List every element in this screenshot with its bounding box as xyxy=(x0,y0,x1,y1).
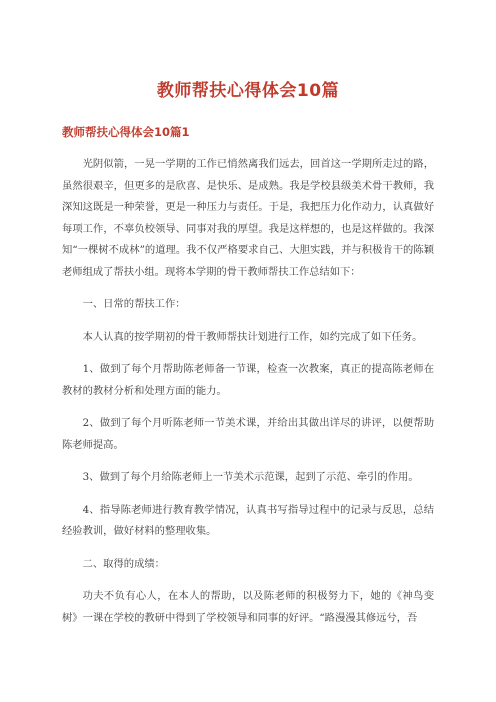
list-item-1: 1、做到了每个月帮助陈老师备一节课，检查一次教案，真正的提高陈老师在教材的教材分析和处理方面的能力。 xyxy=(62,363,434,397)
paragraph-plan: 本人认真的按学期初的骨干教师帮扶计划进行工作，如约完成了如下任务。 xyxy=(82,330,423,343)
list-item-2: 2、做到了每个月听陈老师一节美术课，并给出其做出详尽的讲评，以便帮助陈老师提高。 xyxy=(62,417,434,451)
heading-achievements: 二、取得的成绩： xyxy=(82,557,165,570)
paragraph-intro: 光阴似箭，一晃一学期的工作已悄然离我们远去，回首这一学期所走过的路，虽然很艰辛，但更多的是欣喜、是快乐、是成熟。我是学校县级美术骨干教师，我深知这既是一种荣誉，更是一种压力与责任。于是，我把压力化作动力，认真做好每项工作，不辜负校领导、同事对我的厚望。我是这样想的，也是这样做的。我深知“一棵树不成林”的道理。我不仅严格要求自己、大胆实践，并与积极肯干的陈颖老师组成了帮扶小组。现将本学期的骨干教师帮扶工作总结如下： xyxy=(62,158,434,278)
document-title: 教师帮扶心得体会10篇 xyxy=(156,81,340,101)
section-title: 教师帮扶心得体会10篇1 xyxy=(62,125,190,139)
heading-daily-work: 一、日常的帮扶工作： xyxy=(82,298,186,310)
list-item-4: 4、指导陈老师进行教育教学情况，认真书写指导过程中的记录与反思，总结经验教训，做好材料的整理收集。 xyxy=(62,503,434,537)
list-item-3: 3、做到了每个月给陈老师上一节美术示范课，起到了示范、牵引的作用。 xyxy=(82,471,419,483)
document-body xyxy=(62,154,434,629)
paragraph-achievements: 功夫不负有心人，在本人的帮助，以及陈老师的积极努力下，她的《神鸟变树》一课在学校的教研中得到了学校领导和同事的好评。“路漫漫其修远兮，吾 xyxy=(62,590,434,624)
